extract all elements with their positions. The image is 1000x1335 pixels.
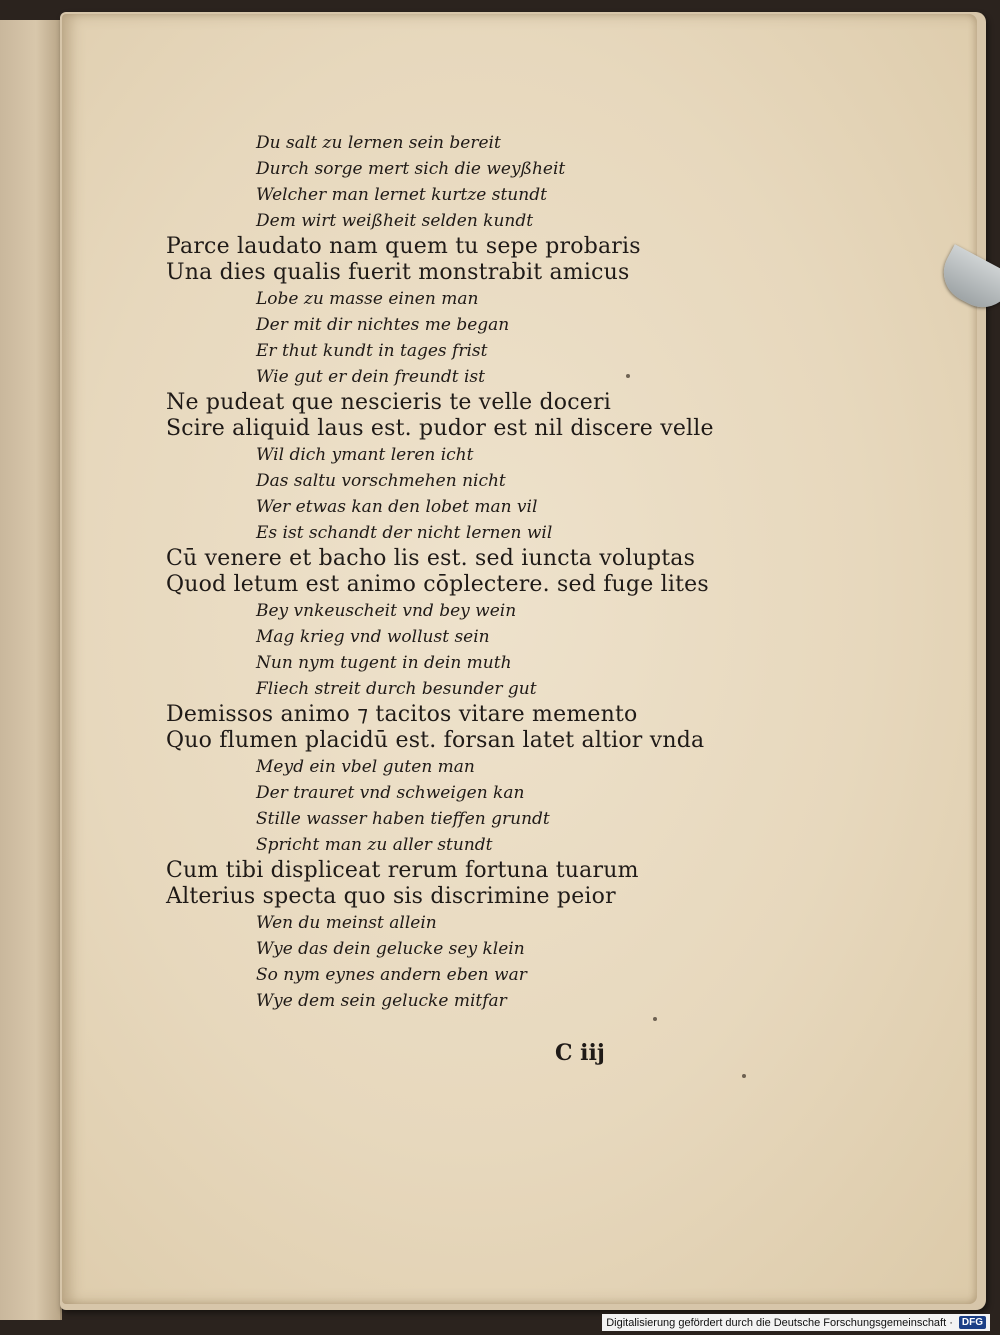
german-verse-line: Fliech streit durch besunder gut [256, 679, 537, 699]
german-verse-line: Der trauret vnd schweigen kan [256, 783, 525, 803]
latin-verse-line: Alterius specta quo sis discrimine peior [166, 884, 616, 909]
latin-verse-line: Quod letum est animo cōplectere. sed fuge lites [166, 572, 709, 597]
german-verse-line: Lobe zu masse einen man [256, 289, 479, 309]
digitization-footer [602, 1314, 990, 1331]
german-verse-line: Wen du meinst allein [256, 913, 437, 933]
latin-verse-line: Quo flumen placidū est. forsan latet altior vnda [166, 728, 705, 753]
german-verse-line: Es ist schandt der nicht lernen wil [256, 523, 553, 543]
german-verse-line: Mag krieg vnd wollust sein [256, 627, 490, 647]
latin-verse-line: Cū venere et bacho lis est. sed iuncta voluptas [166, 546, 696, 571]
verse-text-block [160, 130, 720, 1014]
ink-spot [653, 1017, 657, 1021]
german-verse-line: Wer etwas kan den lobet man vil [256, 497, 538, 517]
german-verse-line: Er thut kundt in tages frist [256, 341, 488, 361]
german-verse-line: Bey vnkeuscheit vnd bey wein [256, 601, 517, 621]
german-verse-line: Der mit dir nichtes me began [256, 315, 510, 335]
german-verse-line: Meyd ein vbel guten man [256, 757, 475, 777]
dfg-logo: DFG [959, 1316, 986, 1329]
latin-verse-line: Scire aliquid laus est. pudor est nil discere velle [166, 416, 714, 441]
german-verse-line: Stille wasser haben tieffen grundt [256, 809, 550, 829]
left-page-edge [0, 20, 62, 1320]
german-verse-line: So nym eynes andern eben war [256, 965, 527, 985]
ink-spot [626, 374, 630, 378]
ink-spot [742, 1074, 746, 1078]
latin-verse-line: Demissos animo ⁊ tacitos vitare memento [166, 702, 638, 727]
german-verse-line: Das saltu vorschmehen nicht [256, 471, 506, 491]
latin-verse-line: Cum tibi displiceat rerum fortuna tuarum [166, 858, 639, 883]
signature-mark: C iij [555, 1040, 605, 1066]
latin-verse-line: Una dies qualis fuerit monstrabit amicus [166, 260, 630, 285]
german-verse-line: Wye das dein gelucke sey klein [256, 939, 525, 959]
latin-verse-line: Parce laudato nam quem tu sepe probaris [166, 234, 641, 259]
footer-text: Digitalisierung gefördert durch die Deutsche Forschungsgemeinschaft · [606, 1316, 953, 1329]
german-verse-line: Wie gut er dein freundt ist [256, 367, 485, 387]
german-verse-line: Du salt zu lernen sein bereit [256, 133, 501, 153]
german-verse-line: Wye dem sein gelucke mitfar [256, 991, 507, 1011]
latin-verse-line: Ne pudeat que nescieris te velle doceri [166, 390, 611, 415]
german-verse-line: Wil dich ymant leren icht [256, 445, 474, 465]
german-verse-line: Welcher man lernet kurtze stundt [256, 185, 547, 205]
german-verse-line: Durch sorge mert sich die weyßheit [256, 159, 566, 179]
german-verse-line: Spricht man zu aller stundt [256, 835, 493, 855]
german-verse-line: Nun nym tugent in dein muth [256, 653, 512, 673]
german-verse-line: Dem wirt weißheit selden kundt [256, 211, 534, 231]
